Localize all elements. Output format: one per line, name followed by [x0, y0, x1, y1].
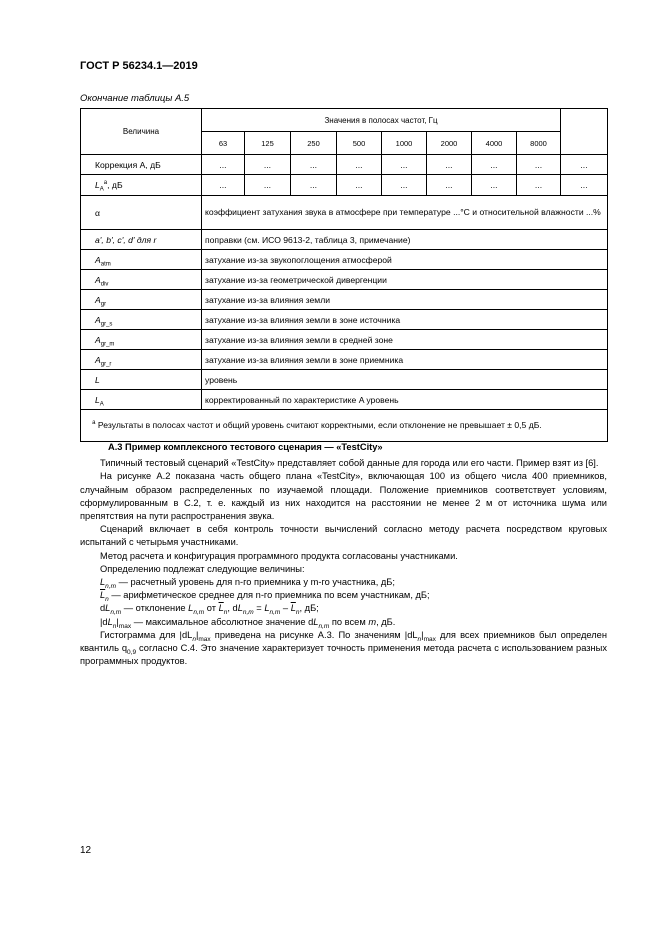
- cell-value: ...: [291, 155, 337, 175]
- row-label: $A_{gr\_s}$: [81, 310, 202, 330]
- cell-value: ...: [202, 155, 245, 175]
- table-row: [81, 370, 608, 390]
- cell-value: ...: [337, 175, 382, 196]
- row-description: затухание из-за звукопоглощения атмосферой: [202, 250, 608, 270]
- table-row: [81, 155, 608, 175]
- paragraph: Определению подлежат следующие величины:: [100, 563, 305, 574]
- paragraph: Метод расчета и конфигурация программного продукта согласованы участниками.: [100, 550, 458, 561]
- table-a5: [80, 108, 608, 442]
- row-description: коэффициент затухания звука в атмосфере при температуре ...°С и относительной влажности ...%: [202, 196, 608, 230]
- table-row: [81, 270, 608, 290]
- row-description: уровень: [202, 370, 608, 390]
- row-description: затухание из-за геометрической дивергенции: [202, 270, 608, 290]
- table-row: [81, 350, 608, 370]
- table-row: [81, 175, 608, 196]
- freq-cell: 125: [245, 132, 291, 155]
- freq-cell: 4000: [472, 132, 517, 155]
- cell-value: ...: [561, 175, 608, 196]
- section-title: А.3 Пример комплексного тестового сценария — «TestCity»: [108, 442, 383, 452]
- row-description: поправки (см. ИСО 9613-2, таблица 3, примечание): [202, 230, 608, 250]
- paragraph: Гистограмма для $|dL_n|_{max}$ приведена на рисунке А.3. По значениям $|dL_n|_{max}$ для всех приемников был определен квантиль $q_{0,9}$ согласно С.4. Это значение характеризует точность применения метода расчета с использованием разных программных продуктов.: [80, 629, 607, 667]
- row-description: затухание из-за влияния земли в зоне источника: [202, 310, 608, 330]
- cell-value: ...: [472, 175, 517, 196]
- row-description: затухание из-за влияния земли в средней зоне: [202, 330, 608, 350]
- definition-item: $L_{n,m}$ — расчетный уровень для n-го приемника у m-го участника, дБ;: [100, 577, 395, 590]
- cell-value: ...: [472, 155, 517, 175]
- cell-value: ...: [561, 155, 608, 175]
- row-label: $A_{gr\_m}$: [81, 330, 202, 350]
- freq-cell: 8000: [517, 132, 561, 155]
- freq-cell: 500: [337, 132, 382, 155]
- document-header: ГОСТ Р 56234.1—2019: [80, 60, 198, 72]
- table-row: [81, 330, 608, 350]
- page-number: 12: [80, 845, 92, 856]
- definition-item: $\overline{L}_n$ — арифметическое среднее для n-го приемника по всем участникам, дБ;: [100, 590, 430, 604]
- table-row: [81, 290, 608, 310]
- row-description: корректированный по характеристике A уровень: [202, 390, 608, 410]
- row-label: $A_{gr\_r}$: [81, 350, 202, 370]
- row-label: $A_{atm}$: [81, 250, 202, 270]
- header-values: Значения в полосах частот, Гц: [202, 109, 561, 132]
- row-label: α: [81, 196, 202, 230]
- row-label: $L_A$: [81, 390, 202, 410]
- table-row: [81, 310, 608, 330]
- definition-item: $|dL_n|_{max}$ — максимальное абсолютное значение $dL_{n,m}$ по всем m, дБ.: [100, 616, 396, 630]
- table-footnote-row: [81, 410, 608, 442]
- cell-value: ...: [382, 155, 427, 175]
- header-total: [561, 109, 608, 155]
- section-a3: [80, 441, 607, 668]
- cell-value: ...: [202, 175, 245, 196]
- cell-value: ...: [382, 175, 427, 196]
- table-row: [81, 250, 608, 270]
- table-row: [81, 196, 608, 230]
- row-description: затухание из-за влияния земли в зоне приемника: [202, 350, 608, 370]
- table-caption: Окончание таблицы А.5: [80, 93, 190, 104]
- cell-value: ...: [291, 175, 337, 196]
- freq-cell: 1000: [382, 132, 427, 155]
- table-row: [81, 230, 608, 250]
- table-row: [81, 390, 608, 410]
- paragraph: На рисунке А.2 показана часть общего плана «TestCity», включающая 100 из общего числа 400 приемников, случайным образом распределенных по изучаемой площади. Положение приемников соответствует условиям, сформулированным в С.2, т. е. каждый из них находится на расстоянии не менее 2 м от источника шума или препятствия на пути распространения звука.: [80, 471, 607, 522]
- row-label: Коррекция А, дБ: [81, 155, 202, 175]
- cell-value: ...: [517, 175, 561, 196]
- table-footnote: $^a$ Результаты в полосах частот и общий уровень считают корректными, если отклонение не превышает ± 0,5 дБ.: [81, 410, 608, 442]
- cell-value: ...: [427, 155, 472, 175]
- cell-value: ...: [517, 155, 561, 175]
- row-label: a', b', c', d' для r: [81, 230, 202, 250]
- row-label: $L_A^a$, дБ: [81, 175, 202, 196]
- paragraph: Типичный тестовый сценарий «TestCity» представляет собой данные для города или его части. Пример взят из [6].: [100, 458, 599, 469]
- cell-value: ...: [245, 155, 291, 175]
- row-label: $A_{gr}$: [81, 290, 202, 310]
- row-label: $A_{div}$: [81, 270, 202, 290]
- definition-item: $dL_{n,m}$ — отклонение $L_{n,m}$ от $\overline{L}_n$, $dL_{n,m} = L_{n,m} - \overline{L}_n$, дБ;: [100, 603, 319, 617]
- freq-cell: 63: [202, 132, 245, 155]
- row-description: затухание из-за влияния земли: [202, 290, 608, 310]
- paragraph: Сценарий включает в себя контроль точности вычислений согласно методу расчета посредством круговых испытаний с четырьмя участниками.: [80, 524, 607, 548]
- header-quantity: Величина: [81, 109, 202, 155]
- cell-value: ...: [245, 175, 291, 196]
- row-label: L: [81, 370, 202, 390]
- freq-cell: 2000: [427, 132, 472, 155]
- freq-cell: 250: [291, 132, 337, 155]
- cell-value: ...: [427, 175, 472, 196]
- cell-value: ...: [337, 155, 382, 175]
